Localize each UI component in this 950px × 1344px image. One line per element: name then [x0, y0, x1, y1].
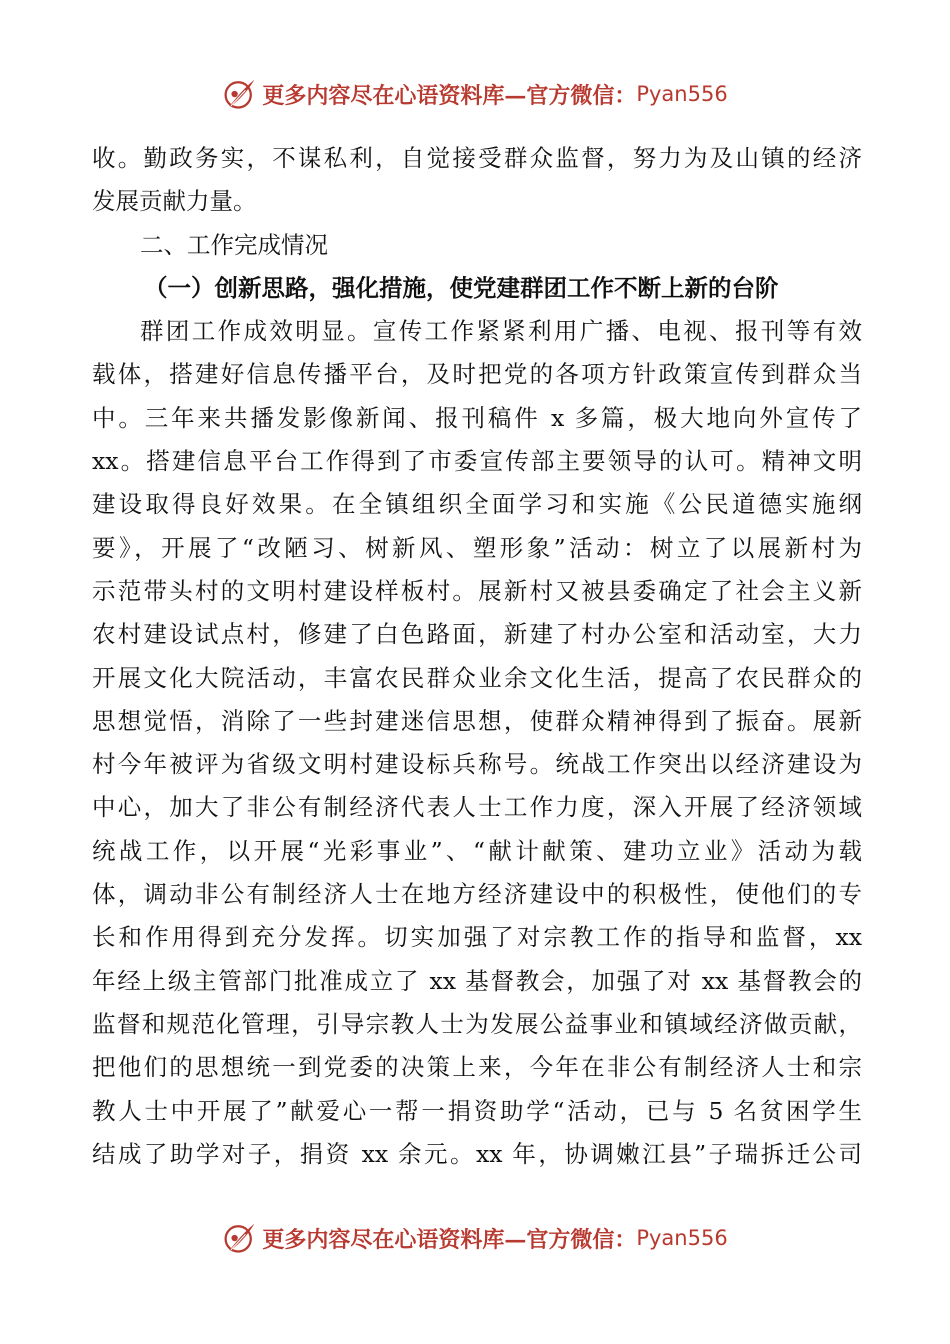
text-line: 年经上级主管部门批准成立了 xx 基督教会，加强了对 xx 基督教会的 — [92, 966, 862, 995]
feather-quill-logo-icon — [222, 1220, 258, 1256]
subsection-heading: （一）创新思路，强化措施，使党建群团工作不断上新的台阶 — [144, 273, 779, 302]
text-line: 开展文化大院活动，丰富农民群众业余文化生活，提高了农民群众的 — [92, 663, 862, 692]
text-line: 农村建设试点村，修建了白色路面，新建了村办公室和活动室，大力 — [92, 620, 862, 649]
text-line: 结成了助学对子，捐资 xx 余元。xx 年，协调嫩江县”子瑞拆迁公司 — [92, 1139, 862, 1168]
text-line: 把他们的思想统一到党委的决策上来，今年在非公有制经济人士和宗 — [92, 1053, 862, 1082]
footer-watermark-banner — [0, 1216, 950, 1260]
banner-text: 更多内容尽在心语资料库—官方微信： — [262, 1226, 637, 1253]
text-line: 长和作用得到充分发挥。切实加强了对宗教工作的指导和监督，xx — [92, 923, 862, 952]
banner-wechat-id: Pyan556 — [636, 82, 728, 106]
text-line: 体，调动非公有制经济人士在地方经济建设中的积极性，使他们的专 — [92, 880, 862, 909]
header-watermark-banner — [0, 72, 950, 116]
text-line: 中。三年来共播发影像新闻、报刊稿件 x 多篇，极大地向外宣传了 — [92, 403, 862, 432]
text-line: 监督和规范化管理，引导宗教人士为发展公益事业和镇域经济做贡献， — [92, 1009, 862, 1038]
text-line: 中心，加大了非公有制经济代表人士工作力度，深入开展了经济领域 — [92, 793, 862, 822]
text-line: 思想觉悟，消除了一些封建迷信思想，使群众精神得到了振奋。展新 — [92, 706, 862, 735]
banner-text: 更多内容尽在心语资料库—官方微信： — [262, 82, 637, 109]
text-line: 村今年被评为省级文明村建设标兵称号。统战工作突出以经济建设为 — [92, 750, 862, 779]
text-line: 示范带头村的文明村建设样板村。展新村又被县委确定了社会主义新 — [92, 576, 862, 605]
text-line: 要》，开展了“改陋习、树新风、塑形象”活动：树立了以展新村为 — [92, 533, 862, 562]
text-line: 收。勤政务实，不谋私利，自觉接受群众监督，努力为及山镇的经济 — [92, 144, 862, 172]
text-line: 教人士中开展了”献爱心一帮一捐资助学“活动，已与 5 名贫困学生 — [92, 1096, 862, 1125]
section-heading: 二、工作完成情况 — [140, 230, 328, 259]
text-line: 发展贡献力量。 — [92, 187, 257, 216]
text-line: xx。搭建信息平台工作得到了市委宣传部主要领导的认可。精神文明 — [92, 447, 862, 476]
text-line: 统战工作，以开展“光彩事业”、“献计献策、建功立业》活动为载 — [92, 836, 862, 865]
text-line: 载体，搭建好信息传播平台，及时把党的各项方针政策宣传到群众当 — [92, 360, 862, 389]
feather-quill-logo-icon — [222, 76, 258, 112]
document-body — [92, 137, 862, 1176]
text-line: 群团工作成效明显。宣传工作紧紧利用广播、电视、报刊等有效 — [140, 317, 862, 346]
text-line: 建设取得良好效果。在全镇组织全面学习和实施《公民道德实施纲 — [92, 490, 862, 519]
banner-wechat-id: Pyan556 — [636, 1226, 728, 1250]
